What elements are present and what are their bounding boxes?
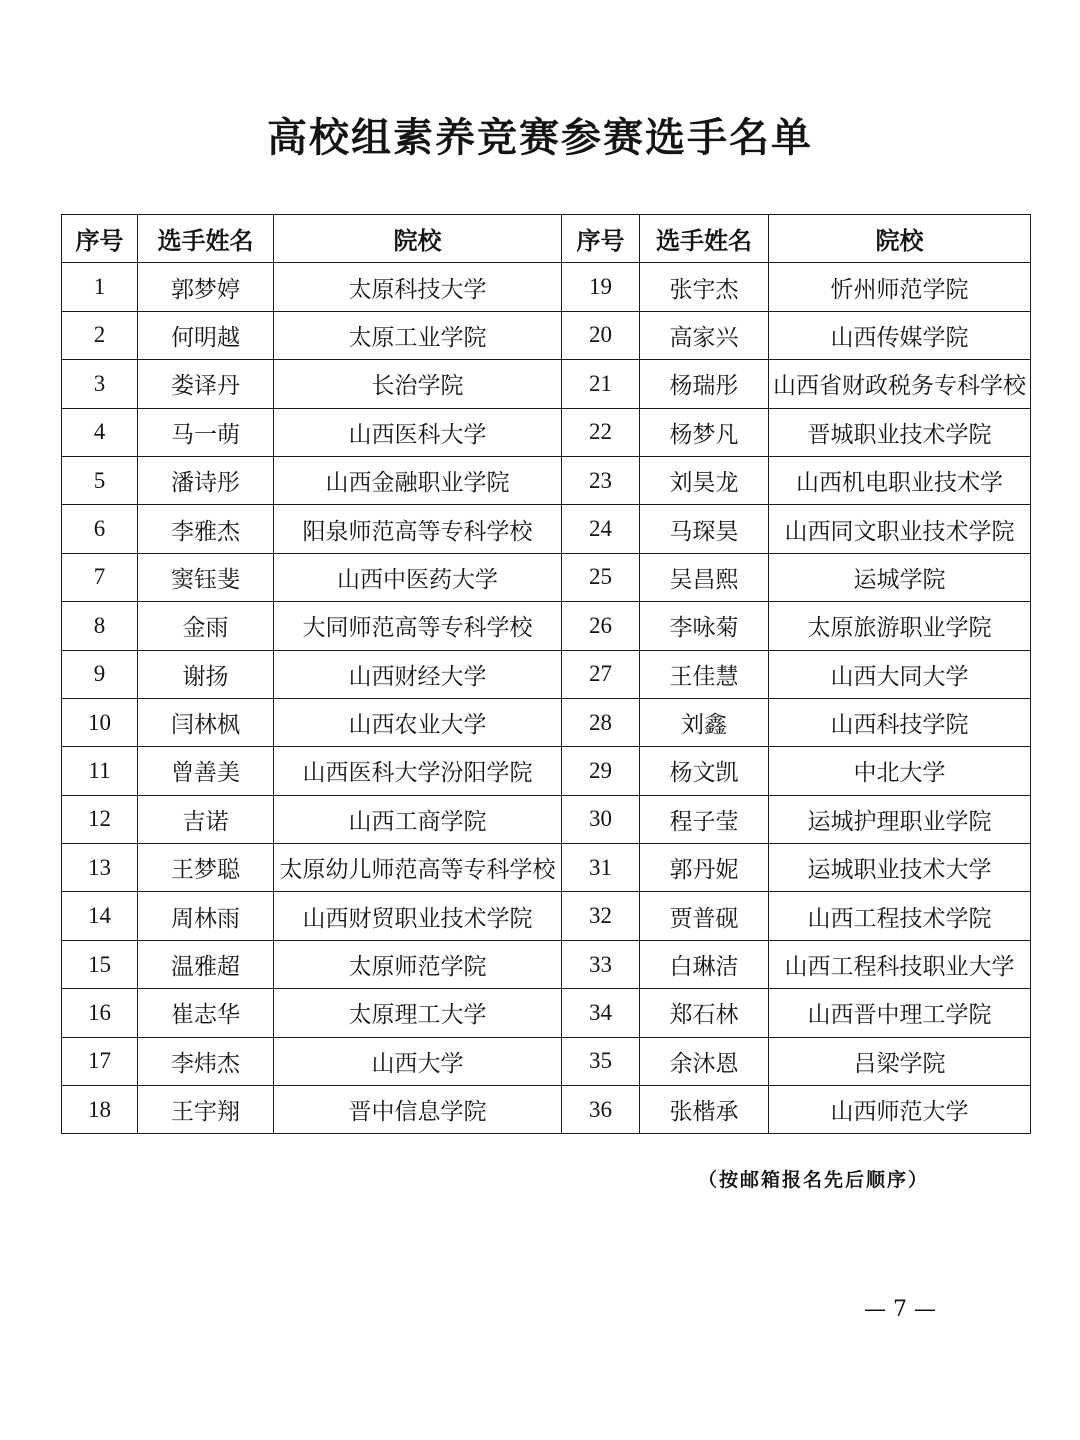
cell-school-right: 山西大同大学 bbox=[769, 650, 1031, 698]
cell-index-left: 6 bbox=[62, 505, 138, 553]
header-name-right: 选手姓名 bbox=[640, 215, 769, 263]
cell-name-left: 李炜杰 bbox=[138, 1037, 274, 1085]
page-title: 高校组素养竞赛参赛选手名单 bbox=[267, 114, 813, 161]
table-row bbox=[62, 553, 1031, 601]
cell-school-right: 山西工程科技职业大学 bbox=[769, 940, 1031, 988]
cell-name-right: 马琛昊 bbox=[640, 505, 769, 553]
cell-school-right: 山西科技学院 bbox=[769, 698, 1031, 746]
cell-name-left: 郭梦婷 bbox=[138, 263, 274, 311]
cell-school-right: 运城学院 bbox=[769, 553, 1031, 601]
cell-index-left: 5 bbox=[62, 456, 138, 504]
table-row bbox=[62, 844, 1031, 892]
cell-index-left: 10 bbox=[62, 698, 138, 746]
cell-school-left: 山西农业大学 bbox=[274, 698, 562, 746]
cell-school-left: 太原师范学院 bbox=[274, 940, 562, 988]
roster-body bbox=[62, 263, 1031, 1134]
cell-name-left: 潘诗彤 bbox=[138, 456, 274, 504]
cell-school-left: 山西医科大学汾阳学院 bbox=[274, 747, 562, 795]
cell-school-left: 太原科技大学 bbox=[274, 263, 562, 311]
cell-name-left: 窦钰斐 bbox=[138, 553, 274, 601]
cell-index-right: 35 bbox=[562, 1037, 640, 1085]
cell-school-right: 山西晋中理工学院 bbox=[769, 989, 1031, 1037]
cell-school-right: 中北大学 bbox=[769, 747, 1031, 795]
cell-school-left: 山西中医药大学 bbox=[274, 553, 562, 601]
cell-name-left: 崔志华 bbox=[138, 989, 274, 1037]
cell-school-right: 山西省财政税务专科学校 bbox=[769, 360, 1031, 408]
order-note: （按邮箱报名先后顺序） bbox=[698, 1169, 930, 1191]
cell-school-left: 晋中信息学院 bbox=[274, 1086, 562, 1134]
cell-index-left: 12 bbox=[62, 795, 138, 843]
cell-name-right: 杨瑞彤 bbox=[640, 360, 769, 408]
cell-index-right: 20 bbox=[562, 311, 640, 359]
table-row bbox=[62, 408, 1031, 456]
cell-index-left: 11 bbox=[62, 747, 138, 795]
cell-name-right: 白琳洁 bbox=[640, 940, 769, 988]
table-row bbox=[62, 940, 1031, 988]
cell-name-left: 吉诺 bbox=[138, 795, 274, 843]
cell-index-right: 24 bbox=[562, 505, 640, 553]
cell-name-right: 贾普砚 bbox=[640, 892, 769, 940]
header-school-left: 院校 bbox=[274, 215, 562, 263]
table-row bbox=[62, 456, 1031, 504]
table-row bbox=[62, 1086, 1031, 1134]
cell-name-right: 王佳慧 bbox=[640, 650, 769, 698]
cell-index-left: 13 bbox=[62, 844, 138, 892]
cell-name-left: 王梦聪 bbox=[138, 844, 274, 892]
cell-index-right: 27 bbox=[562, 650, 640, 698]
cell-school-right: 晋城职业技术学院 bbox=[769, 408, 1031, 456]
cell-school-left: 太原工业学院 bbox=[274, 311, 562, 359]
header-index-left: 序号 bbox=[62, 215, 138, 263]
cell-school-right: 山西工程技术学院 bbox=[769, 892, 1031, 940]
cell-school-left: 长治学院 bbox=[274, 360, 562, 408]
cell-name-right: 刘昊龙 bbox=[640, 456, 769, 504]
cell-name-left: 娄译丹 bbox=[138, 360, 274, 408]
cell-name-right: 杨梦凡 bbox=[640, 408, 769, 456]
cell-index-left: 9 bbox=[62, 650, 138, 698]
table-row bbox=[62, 602, 1031, 650]
cell-school-left: 山西财经大学 bbox=[274, 650, 562, 698]
header-name-left: 选手姓名 bbox=[138, 215, 274, 263]
cell-name-right: 余沐恩 bbox=[640, 1037, 769, 1085]
cell-index-left: 14 bbox=[62, 892, 138, 940]
table-row bbox=[62, 698, 1031, 746]
cell-school-right: 山西师范大学 bbox=[769, 1086, 1031, 1134]
cell-index-right: 26 bbox=[562, 602, 640, 650]
cell-school-left: 山西医科大学 bbox=[274, 408, 562, 456]
cell-name-left: 谢扬 bbox=[138, 650, 274, 698]
cell-school-right: 山西机电职业技术学 bbox=[769, 456, 1031, 504]
roster-table bbox=[61, 214, 1031, 1134]
cell-name-right: 李咏菊 bbox=[640, 602, 769, 650]
cell-name-left: 马一萌 bbox=[138, 408, 274, 456]
cell-index-left: 16 bbox=[62, 989, 138, 1037]
cell-index-left: 1 bbox=[62, 263, 138, 311]
cell-school-right: 太原旅游职业学院 bbox=[769, 602, 1031, 650]
cell-index-right: 28 bbox=[562, 698, 640, 746]
cell-index-right: 22 bbox=[562, 408, 640, 456]
cell-index-right: 23 bbox=[562, 456, 640, 504]
cell-name-left: 金雨 bbox=[138, 602, 274, 650]
cell-school-left: 山西工商学院 bbox=[274, 795, 562, 843]
cell-name-right: 程子莹 bbox=[640, 795, 769, 843]
cell-index-right: 21 bbox=[562, 360, 640, 408]
table-row bbox=[62, 505, 1031, 553]
cell-name-left: 王宇翔 bbox=[138, 1086, 274, 1134]
cell-name-left: 温雅超 bbox=[138, 940, 274, 988]
cell-name-left: 闫林枫 bbox=[138, 698, 274, 746]
table-row bbox=[62, 1037, 1031, 1085]
table-row bbox=[62, 650, 1031, 698]
cell-index-right: 34 bbox=[562, 989, 640, 1037]
table-row bbox=[62, 989, 1031, 1037]
cell-school-left: 山西财贸职业技术学院 bbox=[274, 892, 562, 940]
cell-name-right: 郭丹妮 bbox=[640, 844, 769, 892]
cell-index-right: 32 bbox=[562, 892, 640, 940]
cell-index-left: 4 bbox=[62, 408, 138, 456]
cell-index-left: 8 bbox=[62, 602, 138, 650]
cell-school-left: 阳泉师范高等专科学校 bbox=[274, 505, 562, 553]
cell-name-right: 张楷承 bbox=[640, 1086, 769, 1134]
table-header-row bbox=[62, 215, 1031, 263]
cell-index-left: 7 bbox=[62, 553, 138, 601]
cell-index-right: 31 bbox=[562, 844, 640, 892]
cell-school-left: 太原理工大学 bbox=[274, 989, 562, 1037]
cell-index-left: 17 bbox=[62, 1037, 138, 1085]
cell-name-right: 郑石林 bbox=[640, 989, 769, 1037]
cell-school-right: 忻州师范学院 bbox=[769, 263, 1031, 311]
page-number: — 7 — bbox=[864, 1297, 936, 1322]
cell-name-left: 李雅杰 bbox=[138, 505, 274, 553]
cell-school-right: 吕梁学院 bbox=[769, 1037, 1031, 1085]
cell-index-left: 3 bbox=[62, 360, 138, 408]
cell-index-right: 30 bbox=[562, 795, 640, 843]
cell-index-right: 33 bbox=[562, 940, 640, 988]
header-index-right: 序号 bbox=[562, 215, 640, 263]
table-row bbox=[62, 747, 1031, 795]
cell-index-left: 15 bbox=[62, 940, 138, 988]
table-row bbox=[62, 263, 1031, 311]
cell-school-right: 山西同文职业技术学院 bbox=[769, 505, 1031, 553]
table-row bbox=[62, 892, 1031, 940]
cell-name-right: 刘鑫 bbox=[640, 698, 769, 746]
header-school-right: 院校 bbox=[769, 215, 1031, 263]
cell-name-right: 张宇杰 bbox=[640, 263, 769, 311]
cell-name-right: 杨文凯 bbox=[640, 747, 769, 795]
cell-index-right: 36 bbox=[562, 1086, 640, 1134]
table-row bbox=[62, 360, 1031, 408]
cell-school-left: 大同师范高等专科学校 bbox=[274, 602, 562, 650]
cell-name-left: 曾善美 bbox=[138, 747, 274, 795]
cell-index-right: 25 bbox=[562, 553, 640, 601]
cell-school-left: 山西金融职业学院 bbox=[274, 456, 562, 504]
table-row bbox=[62, 795, 1031, 843]
cell-index-left: 18 bbox=[62, 1086, 138, 1134]
cell-school-left: 山西大学 bbox=[274, 1037, 562, 1085]
table-row bbox=[62, 311, 1031, 359]
cell-index-left: 2 bbox=[62, 311, 138, 359]
cell-school-right: 山西传媒学院 bbox=[769, 311, 1031, 359]
cell-index-right: 19 bbox=[562, 263, 640, 311]
cell-school-right: 运城护理职业学院 bbox=[769, 795, 1031, 843]
cell-name-left: 周林雨 bbox=[138, 892, 274, 940]
cell-school-right: 运城职业技术大学 bbox=[769, 844, 1031, 892]
cell-index-right: 29 bbox=[562, 747, 640, 795]
cell-name-right: 吴昌熙 bbox=[640, 553, 769, 601]
cell-school-left: 太原幼儿师范高等专科学校 bbox=[274, 844, 562, 892]
cell-name-right: 高家兴 bbox=[640, 311, 769, 359]
cell-name-left: 何明越 bbox=[138, 311, 274, 359]
